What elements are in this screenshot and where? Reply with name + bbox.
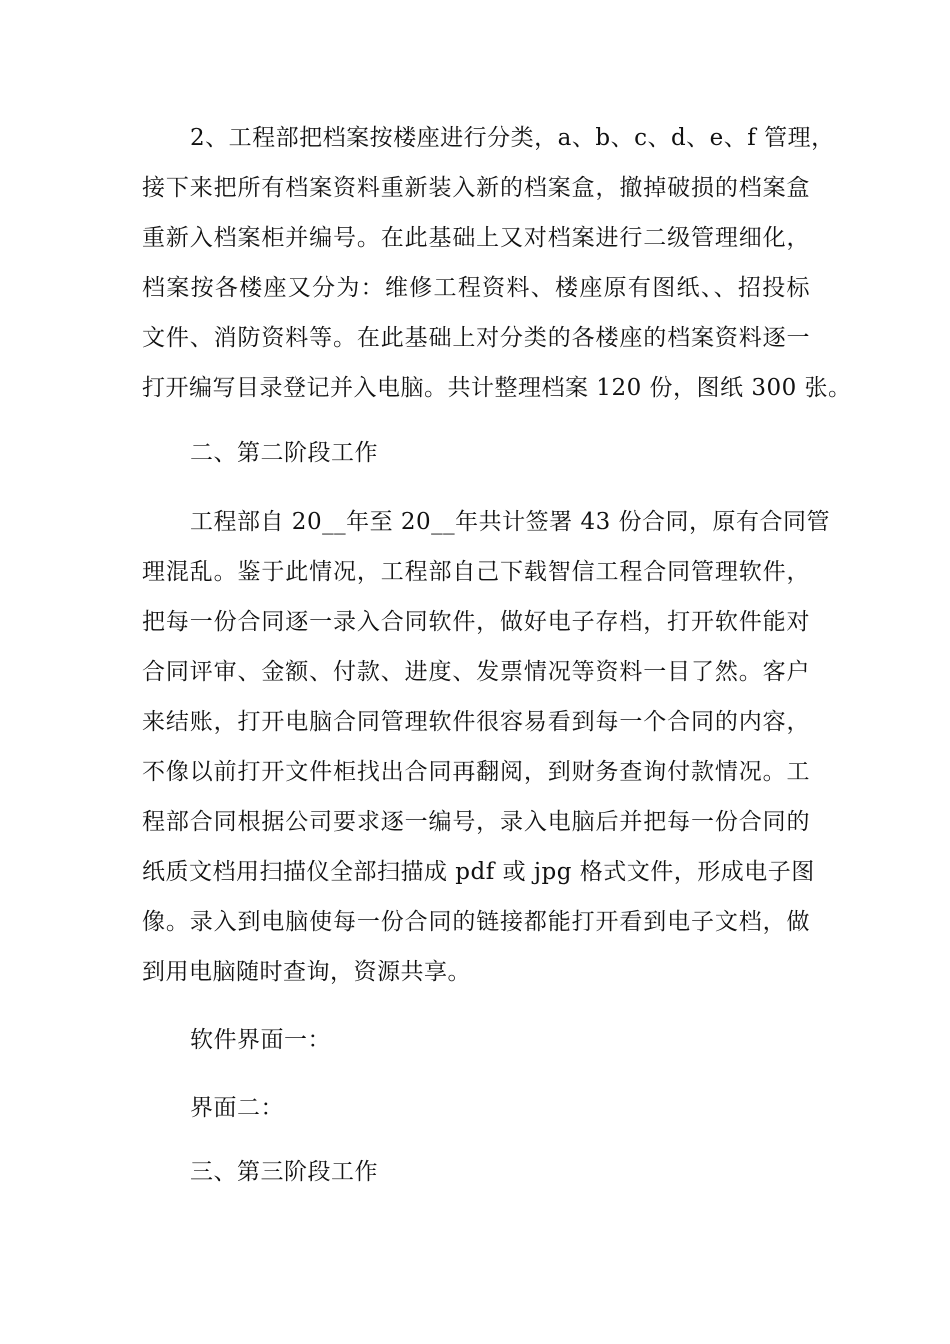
interface-label: 软件界面一： (190, 1027, 331, 1053)
paragraph-line: 不像以前打开文件柜找出合同再翻阅，到财务查询付款情况。工 (142, 759, 810, 785)
paragraph-line: 重新入档案柜并编号。在此基础上又对档案进行二级管理细化， (142, 225, 810, 251)
paragraph-line: 文件、消防资料等。在此基础上对分类的各楼座的档案资料逐一 (142, 325, 810, 351)
paragraph-line: 打开编写目录登记并入电脑。共计整理档案 120 份，图纸 300 张。 (142, 375, 852, 401)
paragraph-line: 程部合同根据公司要求逐一编号，录入电脑后并把每一份合同的 (142, 809, 810, 835)
paragraph-line: 来结账，打开电脑合同管理软件很容易看到每一个合同的内容， (142, 709, 810, 735)
paragraph-line: 像。录入到电脑使每一份合同的链接都能打开看到电子文档，做 (142, 909, 810, 935)
paragraph-line: 工程部自 20__年至 20__年共计签署 43 份合同，原有合同管 (190, 509, 831, 535)
paragraph-line: 把每一份合同逐一录入合同软件，做好电子存档，打开软件能对 (142, 609, 810, 635)
section-heading: 二、第二阶段工作 (190, 440, 378, 466)
interface-label: 界面二： (190, 1095, 284, 1121)
paragraph-line: 2、工程部把档案按楼座进行分类，a、b、c、d、e、f 管理， (190, 125, 835, 151)
paragraph-line: 理混乱。鉴于此情况，工程部自己下载智信工程合同管理软件， (142, 559, 810, 585)
paragraph-line: 合同评审、金额、付款、进度、发票情况等资料一目了然。客户 (142, 659, 810, 685)
paragraph-line: 档案按各楼座又分为：维修工程资料、楼座原有图纸、、招投标 (142, 275, 810, 301)
paragraph-line: 接下来把所有档案资料重新装入新的档案盒，撤掉破损的档案盒 (142, 175, 810, 201)
paragraph-line: 纸质文档用扫描仪全部扫描成 pdf 或 jpg 格式文件，形成电子图 (142, 859, 815, 885)
section-heading: 三、第三阶段工作 (190, 1159, 378, 1185)
paragraph-line: 到用电脑随时查询，资源共享。 (142, 959, 471, 985)
